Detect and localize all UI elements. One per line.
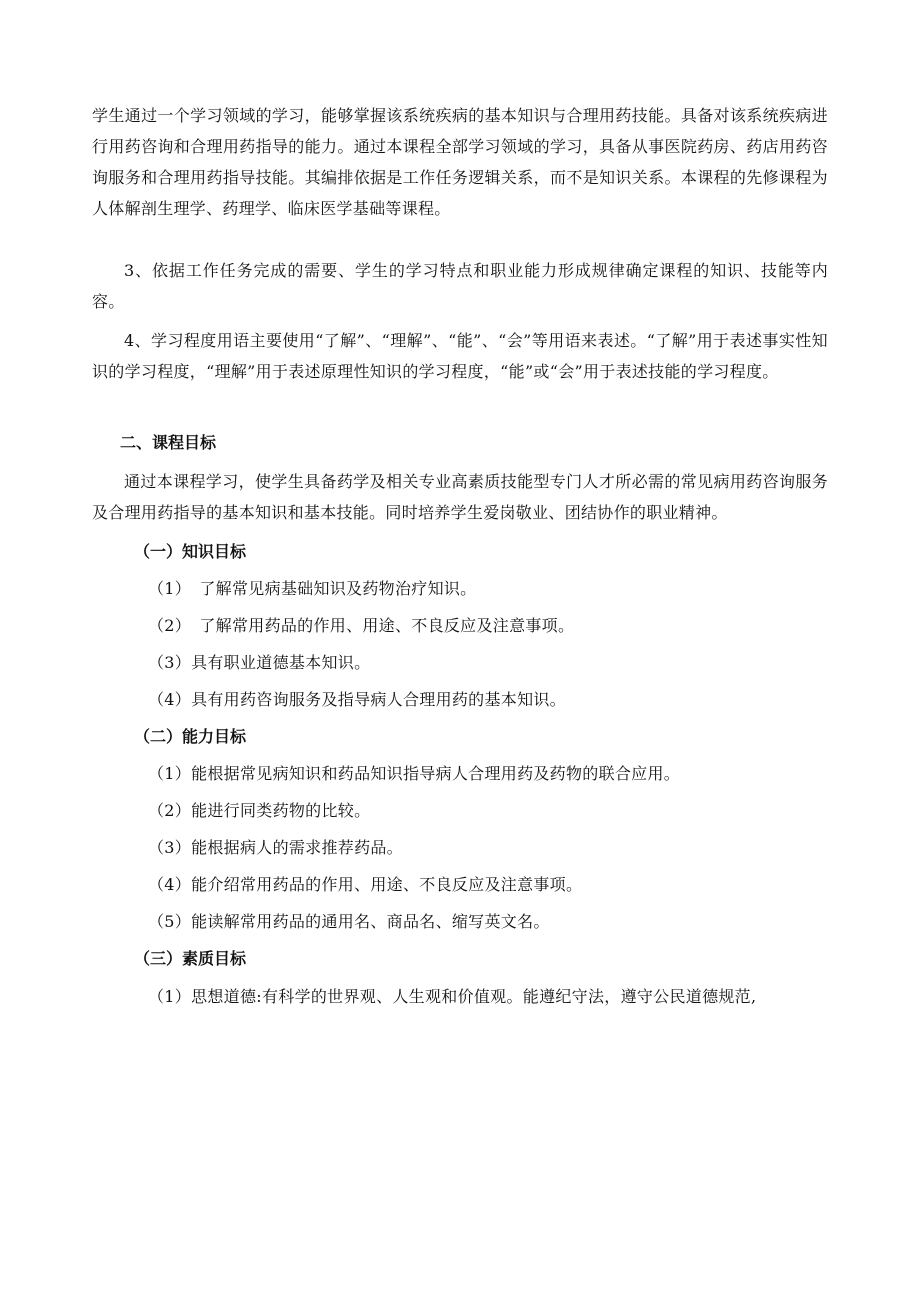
paragraph-item-4: 4、学习程度用语主要使用“了解”、“理解”、“能”、“会”等用语来表述。“了解”用于表述事实性知识的学习程度，“理解”用于表述原理性知识的学习程度，“能”或“会”用于表述技能的学习程度。	[92, 331, 828, 381]
ability-goal-item: （4）能介绍常用药品的作用、用途、不良反应及注意事项。	[148, 875, 583, 894]
knowledge-goal-item: （3）具有职业道德基本知识。	[148, 653, 371, 672]
quality-goals-heading: （三）素质目标	[134, 949, 247, 968]
intro-paragraph: 学生通过一个学习领域的学习，能够掌握该系统疾病的基本知识与合理用药技能。具备对该系统疾病进行用药咨询和合理用药指导的能力。通过本课程全部学习领域的学习，具备从事医院药房、药店用药咨询服务和合理用药指导技能。其编排依据是工作任务逻辑关系，而不是知识关系。本课程的先修课程为人体解剖生理学、药理学、临床医学基础等课程。	[92, 106, 828, 218]
section-heading-course-goals: 二、课程目标	[120, 433, 217, 452]
quality-goal-item: （1）思想道德:有科学的世界观、人生观和价值观。能遵纪守法，遵守公民道德规范,	[148, 987, 757, 1006]
ability-goals-heading: （二）能力目标	[134, 727, 247, 746]
paragraph-item-3: 3、依据工作任务完成的需要、学生的学习特点和职业能力形成规律确定课程的知识、技能等内容。	[92, 261, 828, 311]
knowledge-goals-heading: （一）知识目标	[134, 542, 247, 561]
ability-goal-item: （2）能进行同类药物的比较。	[148, 801, 371, 820]
knowledge-goal-item: （4）具有用药咨询服务及指导病人合理用药的基本知识。	[148, 690, 566, 709]
ability-goal-item: （5）能读解常用药品的通用名、商品名、缩写英文名。	[148, 912, 550, 931]
ability-goal-item: （3）能根据病人的需求推荐药品。	[148, 838, 403, 857]
knowledge-goal-item: （1） 了解常见病基础知识及药物治疗知识。	[148, 579, 477, 598]
knowledge-goal-item: （2） 了解常用药品的作用、用途、不良反应及注意事项。	[148, 616, 575, 635]
course-goals-intro: 通过本课程学习，使学生具备药学及相关专业高素质技能型专门人才所必需的常见病用药咨询服务及合理用药指导的基本知识和基本技能。同时培养学生爱岗敬业、团结协作的职业精神。	[92, 472, 828, 522]
ability-goal-item: （1）能根据常见病知识和药品知识指导病人合理用药及药物的联合应用。	[148, 764, 681, 783]
